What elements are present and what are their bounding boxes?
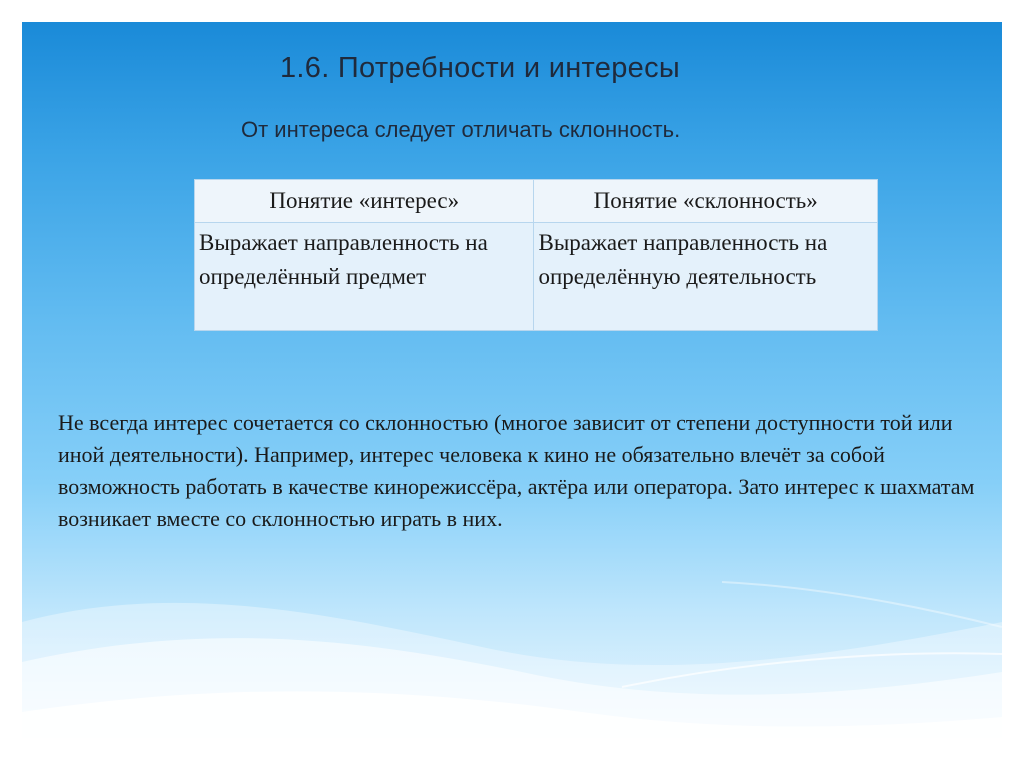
table-cell-interest: Выражает направленность на определённый предмет xyxy=(195,223,534,331)
body-paragraph: Не всегда интерес сочетается со склонностью (многое зависит от степени доступности той или иной деятельности). Например, интерес человека к кино не обязательно влечёт за собой возможность работать в качестве кинорежиссёра, актёра или оператора. Зато интерес к шахматам возникает вместе со склонностью играть в них. xyxy=(58,410,975,531)
table-header-interest: Понятие «интерес» xyxy=(195,180,534,223)
comparison-table xyxy=(194,179,878,331)
table-header-row xyxy=(195,180,878,223)
table-cell-inclination: Выражает направленность на определённую деятельность xyxy=(534,223,878,331)
slide xyxy=(22,22,1002,742)
slide-subtitle: От интереса следует отличать склонность. xyxy=(241,117,681,142)
table-row xyxy=(195,223,878,331)
slide-title: 1.6. Потребности и интересы xyxy=(279,52,681,84)
table-header-inclination: Понятие «склонность» xyxy=(534,180,878,223)
